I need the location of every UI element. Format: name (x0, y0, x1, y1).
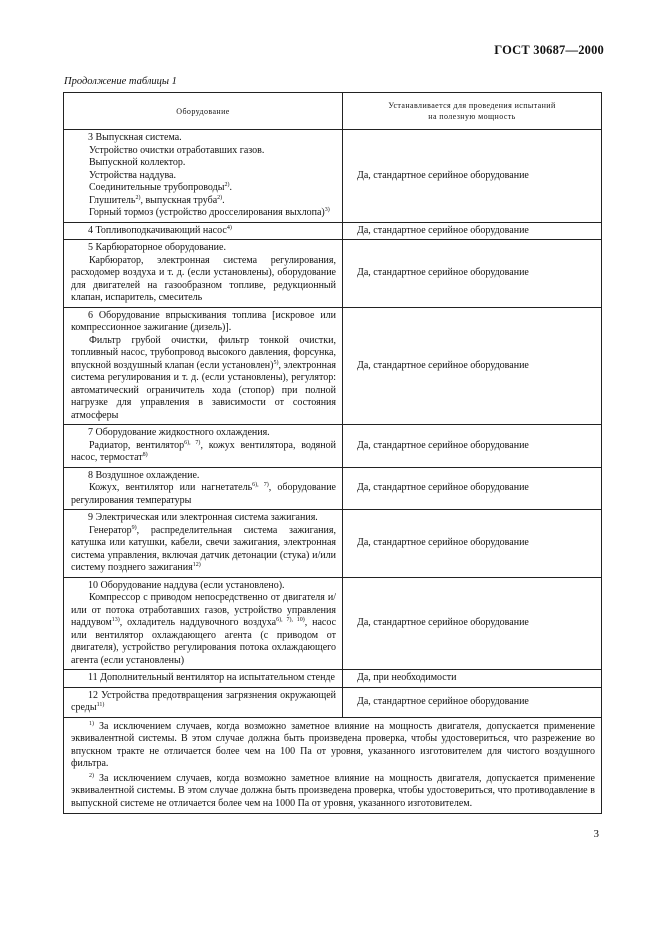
equipment-heading: 11 Дополнительный вентилятор на испытательном стенде (88, 672, 335, 683)
installation-value-cell (343, 510, 602, 578)
footnote: $^{2)}$ За исключением случаев, когда возможно заметное влияние на мощность двигателя, допускается применение эквивалентной системы. В этом случае должна быть произведена проверка, чтобы удостовериться, что противодавление в выпускной системе не отличается более чем на 1000 Па от уровня, указанного изготовителем. (71, 772, 595, 809)
equipment-line: Радиатор, вентилятор$^{6), 7)}$, кожух вентилятора, водяной насос, термостат$^{8)}$ (71, 439, 336, 463)
installation-value: Да, стандартное серийное оборудование (357, 224, 529, 236)
table-row (64, 687, 602, 717)
installation-value-cell (343, 467, 602, 510)
table-caption: Продолжение таблицы 1 (64, 76, 177, 87)
equipment-table (63, 92, 602, 814)
table-row (64, 467, 602, 510)
standard-number: ГОСТ 30687—2000 (494, 43, 604, 57)
equipment-line: Карбюратор, электронная система регулирования, расходомер воздуха и т. д. (если установлены), оборудование для двигателей на газообразном топливе, редукционный клапан, испаритель, смеситель (71, 254, 336, 303)
equipment-line: Глушитель$^{2)}$, выпускная труба$^{2)}$. (89, 194, 225, 206)
installation-value-cell (343, 130, 602, 223)
footnote-reference: 6), 7) (184, 439, 201, 446)
footnote-reference: 13) (111, 617, 120, 623)
footnote-reference: 12) (192, 562, 201, 568)
equipment-line: Устройства наддува. (89, 169, 176, 181)
footnote-reference: 2) (135, 194, 141, 201)
equipment-line: Устройство очистки отработавших газов. (89, 144, 265, 156)
installation-value-cell (343, 222, 602, 240)
equipment-cell (64, 240, 343, 308)
equipment-cell (64, 307, 343, 425)
installation-value: Да, стандартное серийное оборудование (357, 359, 529, 371)
equipment-heading: 3 Выпускная система. (88, 132, 182, 143)
footnote: $^{1)}$ За исключением случаев, когда возможно заметное влияние на мощность двигателя, допускается применение эквивалентной системы. В этом случае должна быть произведена проверка, чтобы удостовериться, что разрежение во впускном тракте не отличается более чем на 100 Па от уровня, указанного изготовителем для чистого воздушного фильтра. (71, 720, 595, 769)
equipment-cell (64, 425, 343, 468)
equipment-heading: 6 Оборудование впрыскивания топлива [искровое или компрессионное зажигание (дизель)]. (71, 309, 336, 333)
equipment-cell (64, 687, 343, 717)
footnote-reference: 3) (324, 207, 330, 213)
equipment-cell (64, 467, 343, 510)
equipment-heading: 10 Оборудование наддува (если установлено). (88, 579, 285, 591)
installation-header-line2: на полезную мощность (428, 112, 516, 121)
installation-value-cell (343, 670, 602, 688)
installation-value: Да, стандартное серийное оборудование (357, 617, 529, 628)
footnote-reference: 2) (89, 772, 94, 779)
footnote-reference: 1) (89, 720, 94, 727)
equipment-line: Фильтр грубой очистки, фильтр тонкой очистки, топливный насос, трубопровод высокого давления, форсунка, впускной воздушный клапан (если установлен)$^{5)}$, электронная система регулирования и т. д. (если установлены), регулятор: автоматический ограничитель хода (стопор) при полной нагрузке для управления в зависимости от состояния атмосферы (71, 334, 336, 421)
equipment-line: Генератор$^{9)}$, распределительная система зажигания, катушка или катушки, кабели, свечи зажигания, электронная система управления, включая датчик детонации (стука) и/или систему позднего зажигания$^{12)}$ (71, 524, 336, 573)
footnote-reference: 9) (131, 524, 137, 531)
table-row (64, 577, 602, 670)
table-row (64, 670, 602, 688)
installation-column-header (343, 93, 602, 130)
equipment-line: Горный тормоз (устройство дросселирования выхлопа)$^{3)}$ (89, 207, 330, 218)
footnote-reference: 2) (224, 182, 230, 188)
installation-value: Да, стандартное серийное оборудование (357, 695, 529, 707)
equipment-heading: 9 Электрическая или электронная система зажигания. (88, 512, 318, 523)
installation-value: Да, стандартное серийное оборудование (357, 169, 529, 181)
footnote-reference: 6), 7) (252, 482, 269, 488)
installation-value: Да, при необходимости (357, 672, 457, 683)
installation-value-cell (343, 307, 602, 425)
equipment-cell (64, 510, 343, 578)
footnote-reference: 11) (96, 702, 105, 708)
installation-value: Да, стандартное серийное оборудование (357, 537, 529, 548)
table-header-row (64, 93, 602, 130)
equipment-heading: 7 Оборудование жидкостного охлаждения. (88, 427, 270, 438)
installation-value: Да, стандартное серийное оборудование (357, 482, 529, 493)
footnote-reference: 2) (217, 194, 223, 201)
equipment-heading: 5 Карбюраторное оборудование. (88, 242, 226, 253)
installation-value-cell (343, 425, 602, 468)
equipment-heading: 8 Воздушное охлаждение. (88, 469, 200, 481)
installation-value-cell (343, 577, 602, 670)
installation-value: Да, стандартное серийное оборудование (357, 439, 529, 451)
table-row (64, 510, 602, 578)
equipment-line: Кожух, вентилятор или нагнетатель$^{6), 7)}$, оборудование регулирования температуры (71, 482, 336, 506)
equipment-heading: 4 Топливоподкачивающий насос$^{4)}$ (88, 224, 232, 236)
equipment-cell (64, 670, 343, 688)
installation-value: Да, стандартное серийное оборудование (357, 267, 529, 278)
installation-value-cell (343, 687, 602, 717)
equipment-line: Компрессор с приводом непосредственно от двигателя и/или от потока отработавших газов, устройство управления наддувом$^{13)}$, охладитель наддувочного воздуха$^{6), 7), 10)}$, насос или вентилятор охлаждающего агента (с приводом от двигателя), устройство регулирования потока охлаждающего агента (если установлены) (71, 592, 337, 666)
footnote-reference: 5) (273, 359, 279, 366)
equipment-line: Соединительные трубопроводы$^{2)}$. (89, 182, 232, 193)
table-row (64, 222, 602, 240)
installation-header-line1: Устанавливается для проведения испытаний (388, 101, 556, 110)
equipment-cell (64, 222, 343, 240)
table-row (64, 130, 602, 223)
equipment-column-header: Оборудование (64, 93, 343, 130)
footnote-reference: 8) (142, 452, 148, 458)
footnotes-cell (64, 717, 602, 814)
footnote-reference: 4) (226, 224, 232, 231)
installation-value-cell (343, 240, 602, 308)
table-row (64, 307, 602, 425)
table-row (64, 240, 602, 308)
equipment-line: Выпускной коллектор. (89, 157, 186, 168)
table-row (64, 425, 602, 468)
page-number: 3 (593, 828, 599, 840)
equipment-cell (64, 577, 343, 670)
footnotes-row (64, 717, 602, 814)
footnote-reference: 6), 7), 10) (276, 617, 305, 623)
equipment-heading: 12 Устройства предотвращения загрязнения окружающей среды$^{11)}$ (71, 689, 336, 713)
equipment-cell (64, 130, 343, 223)
